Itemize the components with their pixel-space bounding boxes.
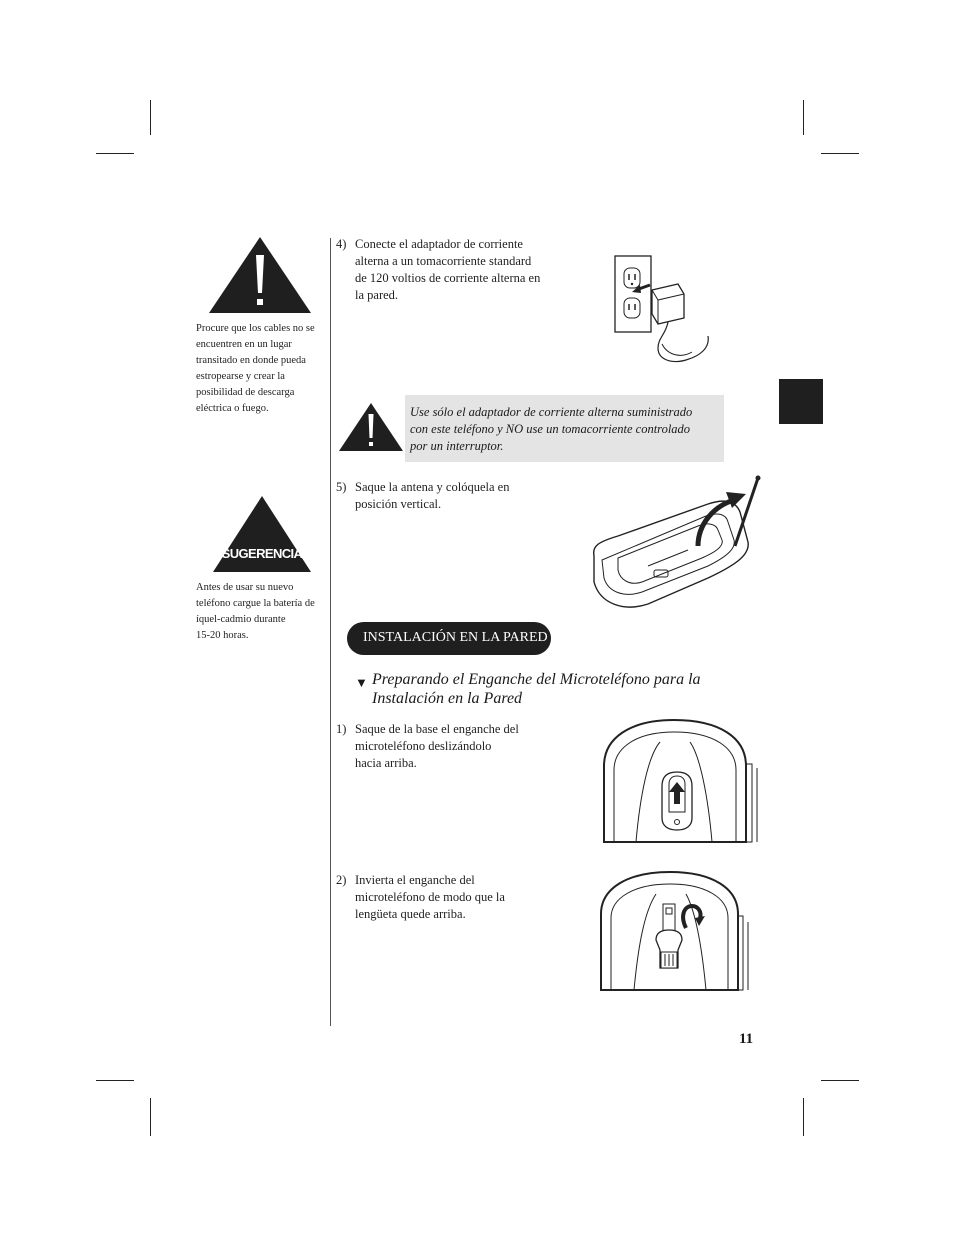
step-5: [336, 479, 566, 519]
crop-mark: [96, 1080, 134, 1081]
step-text: Saque la antena y colóquela en posición vertical.: [355, 480, 510, 511]
step-number: 4): [336, 237, 347, 251]
step-4: [336, 236, 566, 306]
step-number: 1): [336, 722, 347, 736]
tip-badge-label: SUGERENCIA: [221, 546, 303, 561]
step-text: Conecte el adaptador de corriente alterna a un tomacorriente standard de 120 voltios de corriente alterna en la pared.: [355, 237, 541, 302]
subsection-title: Preparando el Enganche del Microteléfono para la Instalación en la Pared: [372, 671, 701, 707]
step-text: Invierta el enganche del microteléfono de modo que la lengüeta quede arriba.: [355, 873, 505, 921]
hook-slide-illustration: [600, 716, 758, 844]
crop-mark: [96, 153, 134, 154]
tip-note: Antes de usar su nuevo teléfono cargue la batería de íquel-cadmio durante 15-20 horas.: [196, 582, 315, 641]
crop-mark: [821, 153, 859, 154]
tip-triangle-icon: [212, 495, 312, 573]
crop-mark: [150, 100, 151, 135]
step-number: 2): [336, 873, 347, 887]
section-title: INSTALACIÓN EN LA PARED: [347, 622, 551, 655]
warning-triangle-icon: [208, 236, 312, 314]
base-antenna-illustration: [588, 474, 766, 610]
hook-flip-illustration: [598, 868, 750, 992]
page-number: 11: [739, 1031, 754, 1047]
adapter-warning-box: Use sólo el adaptador de corriente alterna suministrado con este teléfono y NO use un tomacorriente controlado por un interruptor.: [405, 395, 724, 462]
crop-mark: [821, 1080, 859, 1081]
tip-badge: [212, 495, 312, 573]
crop-mark: [150, 1098, 151, 1136]
chapter-thumb-tab: [779, 379, 823, 424]
step-number: 5): [336, 480, 347, 494]
step-text: Saque de la base el enganche del microteléfono deslizándolo hacia arriba.: [355, 722, 519, 770]
step-1: [336, 721, 566, 776]
ac-adapter-outlet-illustration: [612, 252, 714, 368]
column-divider: [330, 238, 331, 1026]
triangle-bullet-icon: ▼: [355, 675, 368, 690]
step-2: [336, 872, 566, 927]
caution-note: Procure que los cables no se encuentren en un lugar transitado en donde pueda estropearse y crear la posibilidad de descarga eléctrica o fuego.: [196, 323, 315, 414]
warning-triangle-icon: [338, 402, 404, 452]
crop-mark: [803, 100, 804, 135]
crop-mark: [803, 1098, 804, 1136]
